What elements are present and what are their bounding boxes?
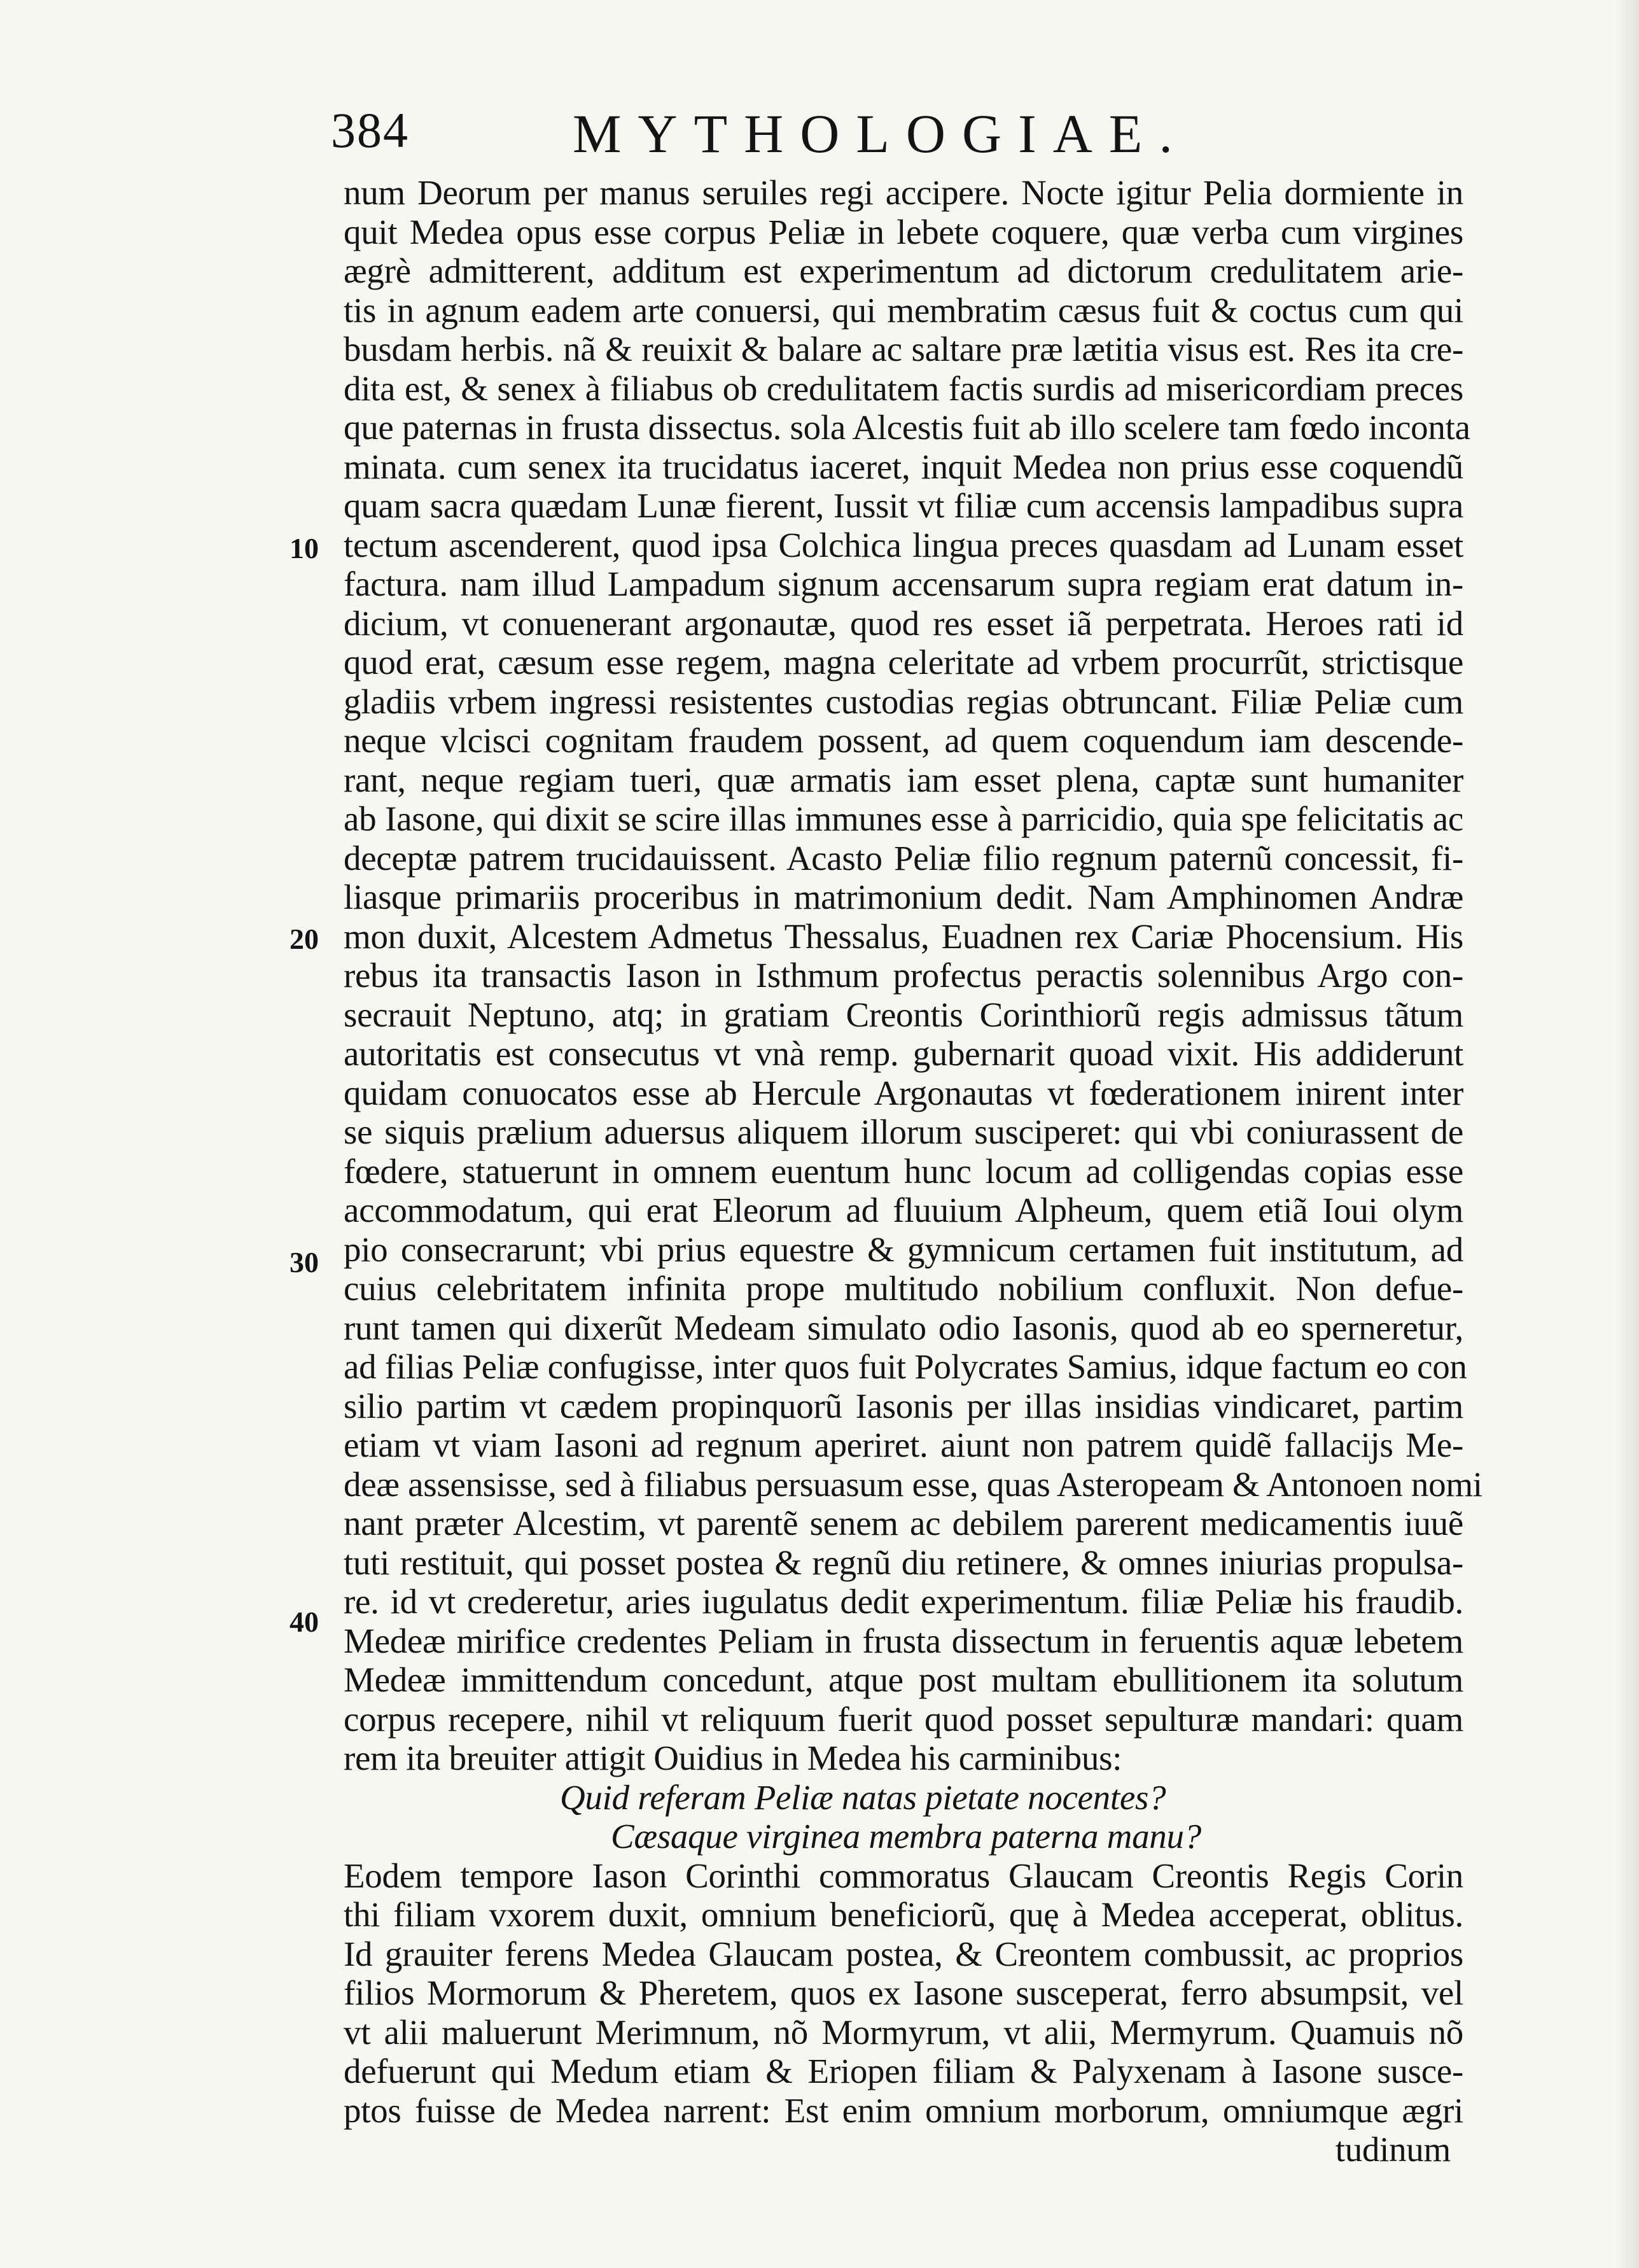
text-line: ptos fuisse de Medea narrent: Est enim omnium morborum, omniumque ægri	[344, 2090, 1463, 2130]
text-line: gladiis vrbem ingressi resistentes custodias regias obtruncant. Filiæ Peliæ cum	[344, 682, 1463, 721]
text-line: pio consecrarunt; vbi prius equestre & gymnicum certamen fuit institutum, ad	[344, 1229, 1463, 1269]
margin-line-number: 30	[289, 1246, 319, 1278]
text-line: que paternas in frusta dissectus. sola Alcestis fuit ab illo scelere tam fœdo inconta	[344, 408, 1470, 447]
text-line: dicium, vt conuenerant argonautæ, quod res esset iã perpetrata. Heroes rati id	[344, 603, 1463, 643]
text-line: liasque primariis proceribus in matrimonium dedit. Nam Amphinomen Andræ	[344, 878, 1463, 916]
text-line: rant, neque regiam tueri, quæ armatis iam esset plena, captæ sunt humaniter	[344, 760, 1463, 799]
page-edge-shadow	[1614, 0, 1639, 2268]
text-line: re. id vt crederetur, aries iugulatus dedit experimentum. filiæ Peliæ his fraudib.	[344, 1582, 1463, 1621]
text-line: factura. nam illud Lampadum signum accensarum supra regiam erat datum in-	[344, 564, 1463, 603]
text-line: quidam conuocatos esse ab Hercule Argonautas vt fœderationem inirent inter	[344, 1073, 1463, 1112]
text-line: deceptæ patrem trucidauissent. Acasto Peliæ filio regnum paternũ concessit, fi-	[344, 838, 1463, 878]
text-line: accommodatum, qui erat Eleorum ad fluuium Alpheum, quem etiã Ioui olym	[344, 1191, 1463, 1229]
margin-line-number: 20	[289, 923, 319, 955]
text-line: deæ assensisse, sed à filiabus persuasum esse, quas Asteropeam & Antonoen nomi	[344, 1464, 1482, 1504]
text-line: thi filiam vxorem duxit, omnium beneficiorũ, quę à Medea acceperat, oblitus.	[344, 1895, 1463, 1934]
page-header	[331, 102, 1476, 172]
text-line: tis in agnum eadem arte conuersi, qui membratim cæsus fuit & coctus cum qui	[344, 290, 1463, 330]
text-line: tectum ascenderent, quod ipsa Colchica lingua preces quasdam ad Lunam esset	[344, 525, 1463, 564]
verse-line: Quid referam Peliæ natas pietate nocentes?	[560, 1777, 1166, 1817]
catchword: tudinum	[1335, 2130, 1451, 2169]
text-line: silio partim vt cædem propinquorũ Iasonis per illas insidias vindicaret, partim	[344, 1386, 1463, 1425]
text-line: rebus ita transactis Iason in Isthmum profectus peractis solennibus Argo con-	[344, 956, 1463, 995]
text-line: filios Mormorum & Pheretem, quos ex Iasone susceperat, ferro absumpsit, vel	[344, 1973, 1463, 2012]
text-line: Medeæ immittendum concedunt, atque post multam ebullitionem ita solutum	[344, 1660, 1463, 1699]
text-line: busdam herbis. nã & reuixit & balare ac saltare præ lætitia visus est. Res ita cre-	[344, 330, 1463, 368]
text-line: se siquis prælium aduersus aliquem illorum susciperet: qui vbi coniurassent de	[344, 1112, 1463, 1151]
text-line: quam sacra quædam Lunæ fierent, Iussit vt filiæ cum accensis lampadibus supra	[344, 486, 1463, 525]
text-line: rem ita breuiter attigit Ouidius in Medea his carminibus:	[344, 1739, 1122, 1777]
text-line: quit Medea opus esse corpus Peliæ in lebete coquere, quæ verba cum virgines	[344, 212, 1463, 251]
text-line: num Deorum per manus seruiles regi accipere. Nocte igitur Pelia dormiente in	[344, 173, 1463, 212]
text-line: Id grauiter ferens Medea Glaucam postea, & Creontem combussit, ac proprios	[344, 1934, 1463, 1973]
text-line: vt alii maluerunt Merimnum, nõ Mormyrum, vt alii, Mermyrum. Quamuis nõ	[344, 2012, 1463, 2052]
text-line: runt tamen qui dixerũt Medeam simulato odio Iasonis, quod ab eo sperneretur,	[344, 1308, 1463, 1347]
running-title: MYTHOLOGIAE.	[573, 103, 1189, 164]
body-text	[344, 173, 1482, 2169]
text-line: cuius celebritatem infinita prope multitudo nobilium confluxit. Non defue-	[344, 1269, 1463, 1308]
margin-line-number: 10	[289, 532, 319, 564]
text-line: neque vlcisci cognitam fraudem possent, ad quem coquendum iam descende-	[344, 721, 1463, 760]
text-line: nant præter Alcestim, vt parentẽ senem ac debilem parerent medicamentis iuuẽ	[344, 1504, 1463, 1543]
text-line: ægrè admitterent, additum est experimentum ad dictorum credulitatem arie-	[344, 251, 1463, 290]
page-number: 384	[331, 102, 409, 158]
text-line: dita est, & senex à filiabus ob credulitatem factis surdis ad misericordiam preces	[344, 368, 1463, 408]
text-line: defuerunt qui Medum etiam & Eriopen filiam & Palyxenam à Iasone susce-	[344, 2052, 1463, 2090]
margin-line-number: 40	[289, 1606, 319, 1638]
text-line: corpus recepere, nihil vt reliquum fuerit quod posset sepulturæ mandari: quam	[344, 1699, 1463, 1739]
text-line: Medeæ mirifice credentes Peliam in frusta dissectum in feruentis aquæ lebetem	[344, 1621, 1463, 1660]
text-line: tuti restituit, qui posset postea & regnũ diu retinere, & omnes iniurias propulsa-	[344, 1543, 1463, 1582]
text-line: ad filias Peliæ confugisse, inter quos fuit Polycrates Samius, idque factum eo con	[344, 1347, 1467, 1386]
text-line: quod erat, cæsum esse regem, magna celeritate ad vrbem procurrũt, strictisque	[344, 643, 1463, 682]
text-line: fœdere, statuerunt in omnem euentum hunc locum ad colligendas copias esse	[344, 1151, 1463, 1191]
text-line: mon duxit, Alcestem Admetus Thessalus, Euadnen rex Cariæ Phocensium. His	[344, 916, 1463, 956]
verse-line: Cæsaque virginea membra paterna manu?	[611, 1817, 1201, 1856]
text-line: ab Iasone, qui dixit se scire illas immunes esse à parricidio, quia spe felicitatis ac	[344, 799, 1463, 838]
text-line: Eodem tempore Iason Corinthi commoratus Glaucam Creontis Regis Corin	[344, 1856, 1463, 1895]
text-line: minata. cum senex ita trucidatus iaceret, inquit Medea non prius esse coquendũ	[344, 447, 1463, 486]
text-line: autoritatis est consecutus vt vnà remp. gubernarit quoad vixit. His addiderunt	[344, 1034, 1463, 1073]
text-line: secrauit Neptuno, atq; in gratiam Creontis Corinthiorũ regis admissus tãtum	[344, 995, 1463, 1034]
text-line: etiam vt viam Iasoni ad regnum aperiret. aiunt non patrem quidẽ fallacijs Me-	[344, 1425, 1463, 1464]
